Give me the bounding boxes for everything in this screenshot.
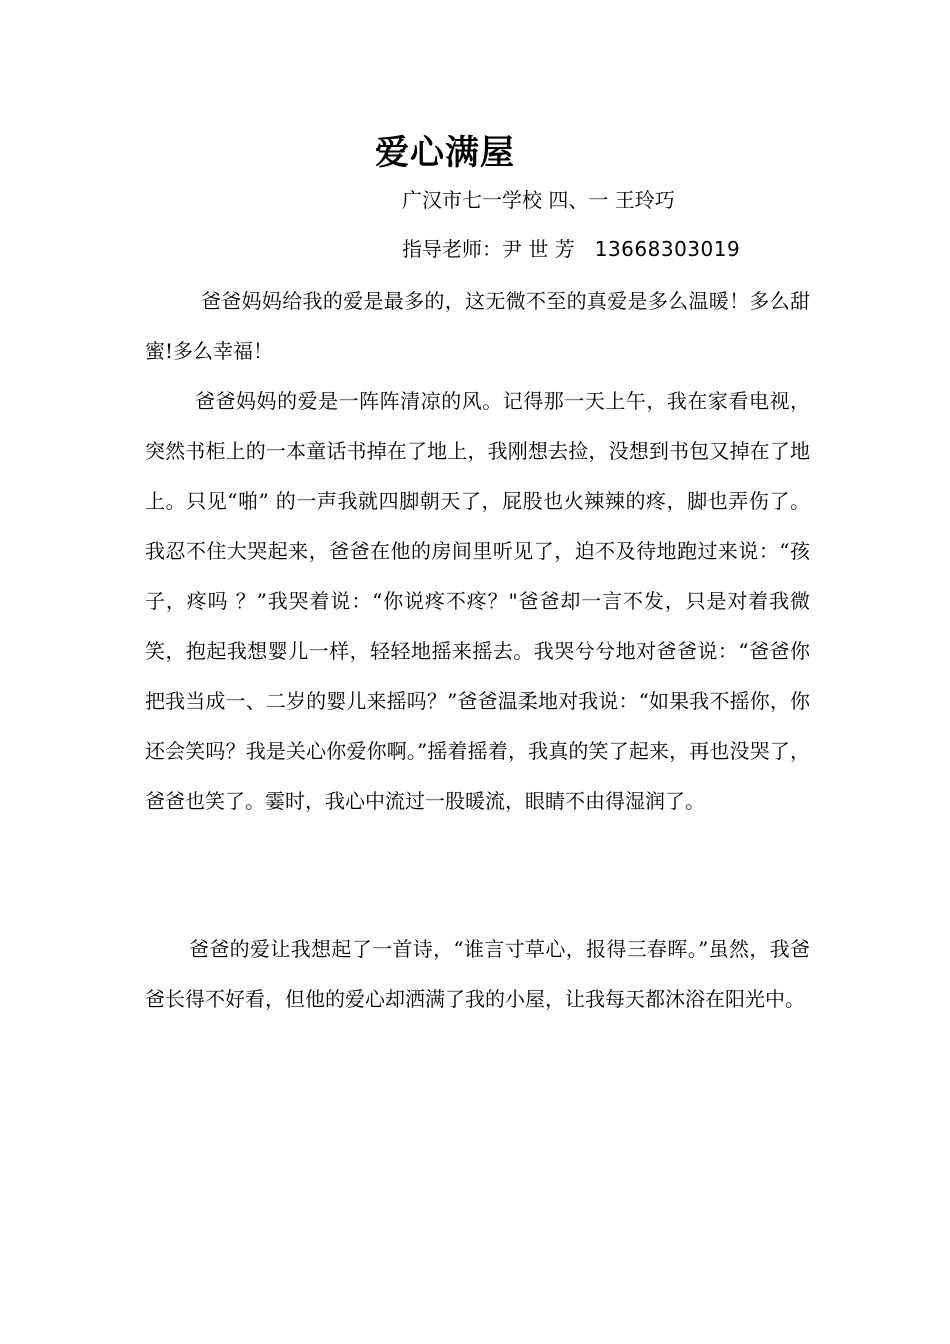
byline-school-class-author: 广汉市七一学校 四、一 王玲巧 — [402, 188, 675, 212]
teacher-phone: 13668303019 — [594, 237, 741, 261]
byline-teacher — [402, 234, 740, 264]
paragraph-2: 爸爸妈妈的爱是一阵阵清凉的风。记得那一天上午，我在家看电视，突然书柜上的一本童话书掉在了地上，我刚想去捡，没想到书包又掉在了地上。只见“啪” 的一声我就四脚朝天了，屁股也火辣辣的疼，脚也弄伤了。我忍不住大哭起来，爸爸在他的房间里听见了，迫不及待地跑过来说：“孩子，疼吗 ？”我哭着说：“你说疼不疼？"爸爸却一言不发，只是对着我微笑，抱起我想婴儿一样，轻轻地摇来摇去。我哭兮兮地对爸爸说：“爸爸你把我当成一、二岁的婴儿来摇吗？”爸爸温柔地对我说：“如果我不摇你，你还会笑吗？我是关心你爱你啊。”摇着摇着，我真的笑了起来，再也没哭了，爸爸也笑了。霎时，我心中流过一股暖流，眼睛不由得湿润了。 — [145, 389, 810, 813]
paragraph-1: 爸爸妈妈给我的爱是最多的，这无微不至的真爱是多么温暖！多么甜蜜!多么幸福！ — [145, 289, 810, 363]
teacher-label: 指导老师：尹 世 芳 — [402, 237, 575, 261]
page-title: 爱心满屋 — [375, 133, 515, 173]
paragraph-3: 爸爸的爱让我想起了一首诗，“谁言寸草心，报得三春晖。”虽然，我爸爸长得不好看，但他的爱心却洒满了我的小屋，让我每天都沐浴在阳光中。 — [145, 937, 810, 1011]
